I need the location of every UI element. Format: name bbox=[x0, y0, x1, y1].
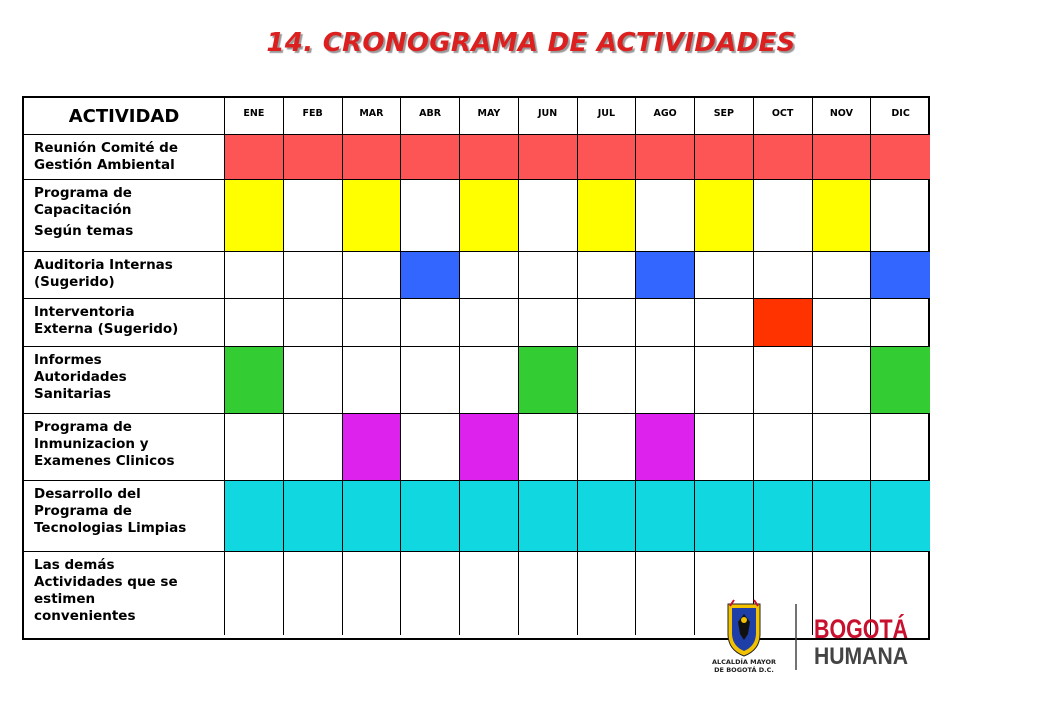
activity-label-line: Externa (Sugerido) bbox=[34, 321, 179, 337]
schedule-cell-may bbox=[460, 414, 519, 481]
activity-label-line: estimen bbox=[34, 591, 96, 607]
schedule-cell-may bbox=[460, 299, 519, 347]
schedule-cell-ene bbox=[225, 552, 284, 635]
schedule-cell-mar bbox=[343, 180, 402, 252]
logo-caption-line2: DE BOGOTÁ D.C. bbox=[714, 666, 774, 674]
schedule-cell-ago bbox=[636, 552, 695, 635]
activity-label-line: Programa de bbox=[34, 185, 132, 201]
schedule-cell-jun bbox=[519, 299, 578, 347]
schedule-cell-abr bbox=[401, 414, 460, 481]
activity-label-line: Programa de bbox=[34, 503, 132, 519]
header-month-nov: NOV bbox=[813, 98, 872, 135]
schedule-table bbox=[22, 96, 930, 640]
schedule-cell-oct bbox=[754, 252, 813, 299]
schedule-cell-jun bbox=[519, 414, 578, 481]
schedule-cell-jun bbox=[519, 481, 578, 552]
bogota-logo bbox=[711, 600, 933, 680]
activity-label-line: (Sugerido) bbox=[34, 274, 115, 290]
schedule-cell-ago bbox=[636, 347, 695, 414]
schedule-cell-may bbox=[460, 252, 519, 299]
schedule-cell-ago bbox=[636, 180, 695, 252]
schedule-cell-jul bbox=[578, 414, 637, 481]
schedule-cell-ene bbox=[225, 347, 284, 414]
schedule-cell-ene bbox=[225, 252, 284, 299]
header-activity: ACTIVIDAD bbox=[24, 98, 225, 135]
schedule-cell-feb bbox=[284, 135, 343, 180]
header-month-ago: AGO bbox=[636, 98, 695, 135]
schedule-cell-ene bbox=[225, 180, 284, 252]
schedule-cell-mar bbox=[343, 481, 402, 552]
schedule-cell-dic bbox=[871, 347, 930, 414]
schedule-cell-sep bbox=[695, 135, 754, 180]
header-month-jun: JUN bbox=[519, 98, 578, 135]
activity-label-line: Capacitación bbox=[34, 202, 132, 218]
schedule-cell-nov bbox=[813, 299, 872, 347]
schedule-cell-sep bbox=[695, 414, 754, 481]
activity-label bbox=[24, 180, 225, 252]
schedule-cell-feb bbox=[284, 299, 343, 347]
logo-caption-line1: ALCALDÍA MAYOR bbox=[711, 658, 777, 666]
schedule-cell-ene bbox=[225, 481, 284, 552]
schedule-cell-ene bbox=[225, 414, 284, 481]
schedule-cell-dic bbox=[871, 414, 930, 481]
schedule-cell-dic bbox=[871, 481, 930, 552]
schedule-cell-ago bbox=[636, 252, 695, 299]
activity-label-line: Programa de bbox=[34, 419, 132, 435]
schedule-cell-jul bbox=[578, 347, 637, 414]
brand-top: BOGOTÁ bbox=[814, 614, 933, 644]
header-month-sep: SEP bbox=[695, 98, 754, 135]
activity-label-line: Informes bbox=[34, 352, 102, 368]
schedule-cell-dic bbox=[871, 299, 930, 347]
activity-label-line: Auditoria Internas bbox=[34, 257, 173, 273]
schedule-cell-abr bbox=[401, 135, 460, 180]
schedule-cell-abr bbox=[401, 552, 460, 635]
schedule-cell-oct bbox=[754, 481, 813, 552]
activity-label-line: Sanitarias bbox=[34, 386, 112, 402]
schedule-cell-mar bbox=[343, 552, 402, 635]
schedule-cell-oct bbox=[754, 347, 813, 414]
header-month-ene: ENE bbox=[225, 98, 284, 135]
schedule-cell-mar bbox=[343, 347, 402, 414]
schedule-cell-mar bbox=[343, 135, 402, 180]
schedule-cell-jul bbox=[578, 552, 637, 635]
schedule-cell-nov bbox=[813, 135, 872, 180]
page-title: 14. CRONOGRAMA DE ACTIVIDADES bbox=[266, 28, 796, 58]
schedule-cell-ago bbox=[636, 135, 695, 180]
schedule-cell-abr bbox=[401, 252, 460, 299]
schedule-cell-dic bbox=[871, 180, 930, 252]
activity-label-line: convenientes bbox=[34, 608, 136, 624]
header-month-feb: FEB bbox=[284, 98, 343, 135]
schedule-cell-jun bbox=[519, 252, 578, 299]
activity-label-line: Autoridades bbox=[34, 369, 127, 385]
activity-label-line: Actividades que se bbox=[34, 574, 178, 590]
schedule-cell-jul bbox=[578, 299, 637, 347]
schedule-cell-ago bbox=[636, 299, 695, 347]
header-month-abr: ABR bbox=[401, 98, 460, 135]
schedule-cell-feb bbox=[284, 552, 343, 635]
activity-label-line: Examenes Clinicos bbox=[34, 453, 175, 469]
header-month-oct: OCT bbox=[754, 98, 813, 135]
schedule-cell-ago bbox=[636, 481, 695, 552]
schedule-cell-abr bbox=[401, 180, 460, 252]
schedule-cell-feb bbox=[284, 180, 343, 252]
schedule-cell-oct bbox=[754, 180, 813, 252]
schedule-cell-ene bbox=[225, 299, 284, 347]
activity-label-line: Interventoria bbox=[34, 304, 135, 320]
schedule-cell-jun bbox=[519, 552, 578, 635]
schedule-cell-nov bbox=[813, 481, 872, 552]
activity-label bbox=[24, 347, 225, 414]
activity-label bbox=[24, 252, 225, 299]
schedule-cell-dic bbox=[871, 252, 930, 299]
activity-label-line: Desarrollo del bbox=[34, 486, 141, 502]
schedule-cell-feb bbox=[284, 347, 343, 414]
schedule-cell-mar bbox=[343, 252, 402, 299]
schedule-cell-dic bbox=[871, 135, 930, 180]
header-month-jul: JUL bbox=[578, 98, 637, 135]
header-month-dic: DIC bbox=[871, 98, 930, 135]
schedule-cell-may bbox=[460, 135, 519, 180]
schedule-cell-sep bbox=[695, 299, 754, 347]
activity-label bbox=[24, 414, 225, 481]
activity-label-line: Gestión Ambiental bbox=[34, 157, 175, 173]
brand-bottom: HUMANA bbox=[814, 643, 908, 670]
schedule-cell-jul bbox=[578, 481, 637, 552]
activity-label-line: Según temas bbox=[34, 223, 134, 239]
schedule-cell-abr bbox=[401, 347, 460, 414]
activity-label-line: Inmunizacion y bbox=[34, 436, 149, 452]
schedule-cell-jul bbox=[578, 252, 637, 299]
schedule-cell-feb bbox=[284, 414, 343, 481]
activity-label bbox=[24, 481, 225, 552]
schedule-cell-ene bbox=[225, 135, 284, 180]
schedule-cell-sep bbox=[695, 252, 754, 299]
schedule-cell-oct bbox=[754, 135, 813, 180]
activity-label-line: Reunión Comité de bbox=[34, 140, 178, 156]
schedule-cell-sep bbox=[695, 481, 754, 552]
schedule-cell-jun bbox=[519, 135, 578, 180]
schedule-cell-may bbox=[460, 347, 519, 414]
activity-label-line: Las demás bbox=[34, 557, 115, 573]
schedule-cell-oct bbox=[754, 414, 813, 481]
schedule-cell-may bbox=[460, 552, 519, 635]
activity-label bbox=[24, 552, 225, 635]
schedule-cell-sep bbox=[695, 347, 754, 414]
schedule-cell-may bbox=[460, 481, 519, 552]
header-month-mar: MAR bbox=[343, 98, 402, 135]
activity-label bbox=[24, 299, 225, 347]
schedule-cell-abr bbox=[401, 481, 460, 552]
activity-label-line: Tecnologias Limpias bbox=[34, 520, 187, 536]
schedule-cell-sep bbox=[695, 180, 754, 252]
schedule-cell-jun bbox=[519, 347, 578, 414]
schedule-cell-mar bbox=[343, 299, 402, 347]
schedule-cell-may bbox=[460, 180, 519, 252]
schedule-cell-jul bbox=[578, 135, 637, 180]
schedule-cell-feb bbox=[284, 252, 343, 299]
schedule-cell-nov bbox=[813, 347, 872, 414]
activity-label bbox=[24, 135, 225, 180]
schedule-cell-abr bbox=[401, 299, 460, 347]
schedule-cell-oct bbox=[754, 299, 813, 347]
schedule-cell-mar bbox=[343, 414, 402, 481]
coat-of-arms-icon bbox=[728, 600, 760, 656]
schedule-cell-jun bbox=[519, 180, 578, 252]
header-month-may: MAY bbox=[460, 98, 519, 135]
schedule-cell-jul bbox=[578, 180, 637, 252]
schedule-cell-nov bbox=[813, 252, 872, 299]
schedule-cell-nov bbox=[813, 414, 872, 481]
schedule-cell-feb bbox=[284, 481, 343, 552]
schedule-cell-ago bbox=[636, 414, 695, 481]
schedule-cell-nov bbox=[813, 180, 872, 252]
